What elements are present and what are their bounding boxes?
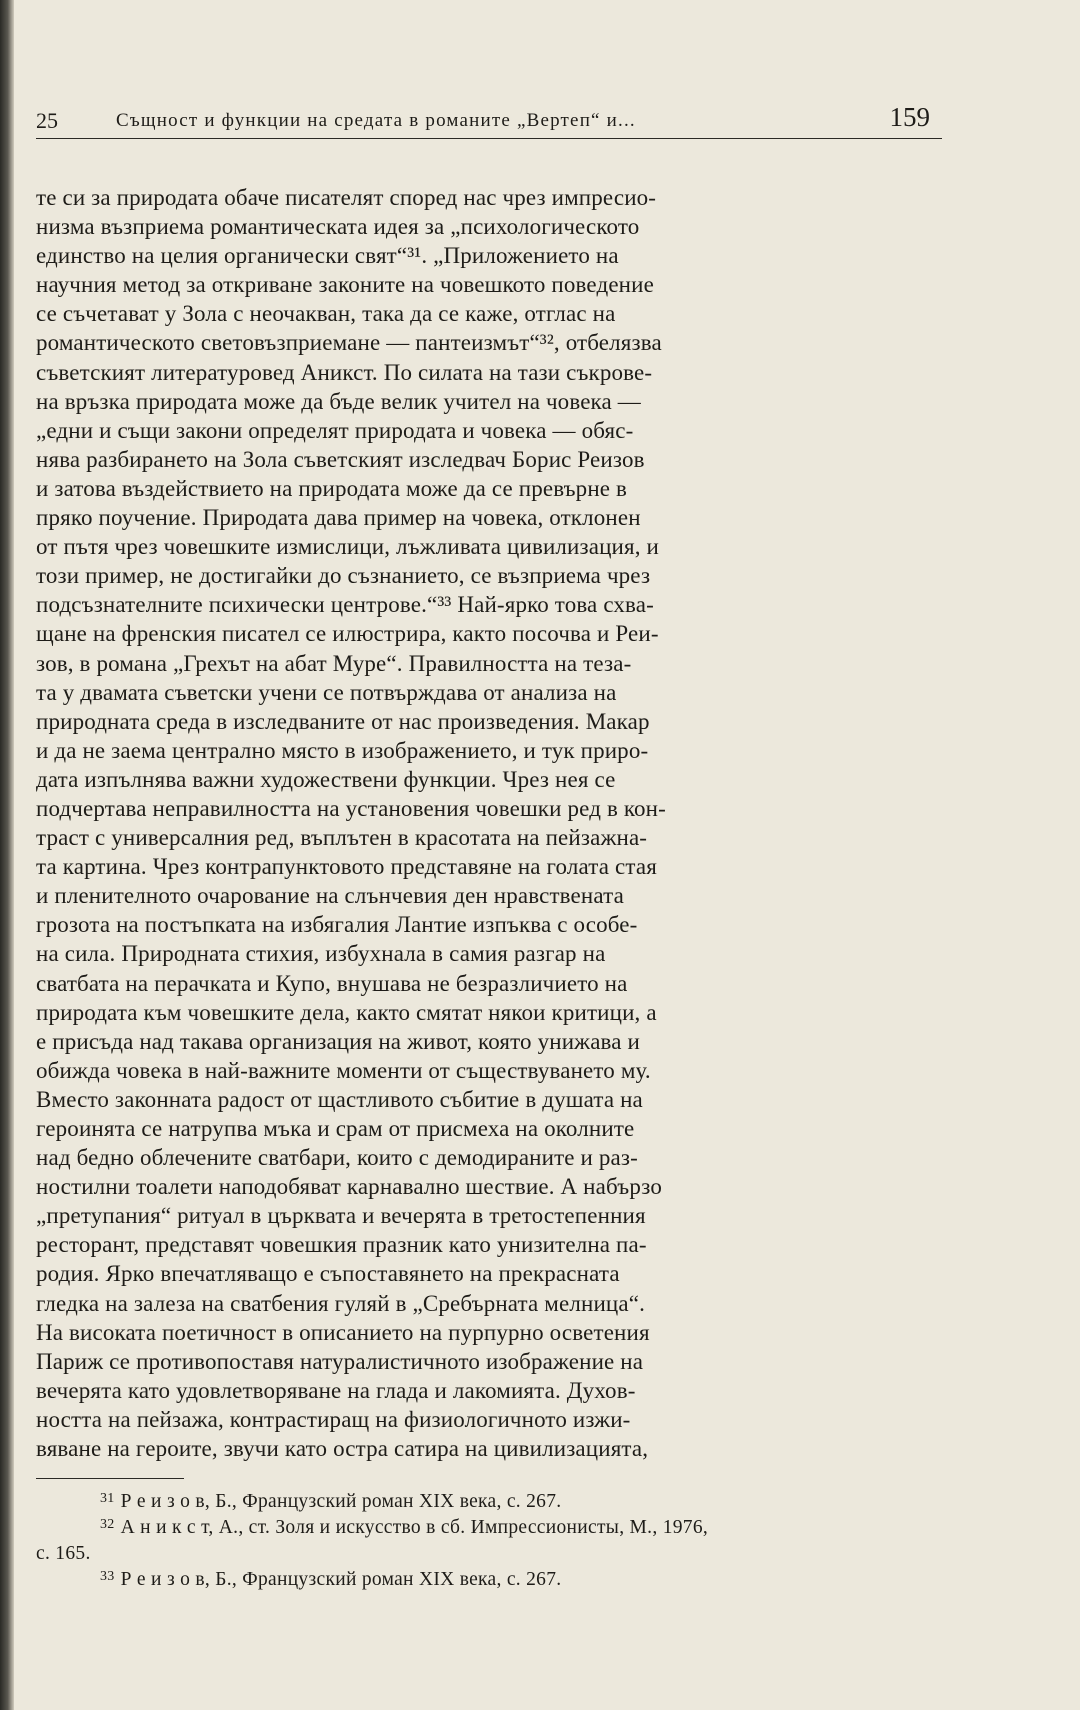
text-line: научния метод за откриване законите на човешкото поведение [36,272,654,298]
text-line: този пример, не достигайки до съзнанието, се възприема чрез [36,563,651,589]
text-line: Вместо законната радост от щастливото събитие в душата на [36,1086,643,1112]
text-line: героинята се натрупва мъка и срам от присмеха на околните [36,1116,635,1141]
footnote-number: 33 [100,1569,115,1585]
running-header [36,96,942,139]
book-spine-shadow [0,0,14,1710]
running-title: Същност и функции на средата в романите „Вертеп“ и... [116,110,636,131]
text-line: гледка на залеза на сватбения гуляй в „Сребърната мелница“. [36,1290,645,1316]
text-line: ността на пейзажа, контрастиращ на физиологичното изжи- [36,1406,631,1432]
text-line: и да не заема централно място в изображението, и тук приро- [36,737,649,763]
text-line: природната среда в изследваните от нас произведения. Макар [36,708,650,734]
text-line: „претупания“ ритуал в църквата и вечерята в третостепенния [36,1203,646,1229]
text-line: е присъда над такава организация на живот, която унижава и [36,1028,640,1054]
text-line: сватбата на перачката и Купо, внушава не безразличието на [36,970,628,996]
book-page [36,96,942,1593]
text-line: подчертава неправилността на установения човешки ред в кон- [36,795,666,821]
text-line: и пленителното очарование на слънчевия ден нравствената [36,883,624,909]
text-line: от пътя чрез човешките измислици, лъжливата цивилизация, и [36,534,659,560]
footnotes [36,1489,942,1593]
footnote-separator [36,1478,184,1479]
text-line: На високата поетичност в описанието на пурпурно осветения [36,1319,650,1345]
text-line: та картина. Чрез контрапунктовото представяне на голата стая [36,854,657,880]
text-line: нява разбирането на Зола съветският изследвач Борис Реизов [36,446,645,472]
text-line: подсъзнателните психически центрове.“³³ Най-ярко това схва- [36,592,654,618]
text-line: пряко поучение. Природата дава пример на човека, отклонен [36,505,641,531]
footnote-number: 32 [100,1517,115,1533]
text-line: вяване на героите, звучи като остра сатира на цивилизацията, [36,1436,649,1462]
body-text [36,183,942,1463]
page-number: 159 [889,102,930,132]
text-line: дата изпълнява важни художествени функции. Чрез нея се [36,766,616,792]
footnote-text: Р е и з о в, Б., Французский роман XIX века, с. 267. [120,1569,562,1591]
text-line: низма възприема романтическата идея за „психологическото [36,214,640,240]
text-line: зов, в романа „Грехът на абат Муре“. Правилността на теза- [36,650,632,676]
text-line: щане на френския писател се илюстрира, както посочва и Реи- [36,621,659,647]
text-line: се съчетават у Зола с неочакван, така да се каже, отглас на [36,301,616,327]
footnote-text: А н и к с т, А., ст. Золя и искусство в сб. Импрессионисты, М., 1976, [120,1517,709,1539]
chapter-number: 25 [36,108,58,133]
text-line: и затова въздействието на природата може да се превърне в [36,475,628,501]
text-line: те си за природата обаче писателят според нас чрез импресио- [36,185,657,210]
text-line: Париж се противопоставя натуралистичното изображение на [36,1348,644,1374]
footnote [36,1567,942,1593]
footnote-text: с. 165. [36,1543,91,1565]
text-line: та у двамата съветски учени се потвърждава от анализа на [36,679,617,705]
text-line: ностилни тоалети наподобяват карнавално шествие. А набързо [36,1174,663,1200]
text-line: на сила. Природната стихия, избухнала в самия разгар на [36,941,606,967]
text-line: грозота на постъпката на избягалия Лантие изпъква с особе- [36,912,638,938]
text-line: на връзка природата може да бъде велик учител на човека — [36,388,641,414]
footnote-number: 31 [100,1491,115,1507]
text-line: ресторант, представят човешкия празник като унизителна па- [36,1232,647,1258]
text-line: вечерята като удовлетворяване на глада и лакомията. Духов- [36,1377,636,1403]
text-line: родия. Ярко впечатляващо е съпоставянето на прекрасната [36,1261,620,1287]
footnote-text: Р е и з о в, Б., Французский роман XIX века, с. 267. [120,1491,562,1513]
footnote [36,1515,942,1541]
text-line: обижда човека в най-важните моменти от съществуването му. [36,1057,651,1083]
text-line: съветският литературовед Аникст. По силата на тази съкрове- [36,359,653,385]
text-line: единство на целия органически свят“³¹. „Приложението на [36,243,619,269]
footnote [36,1489,942,1515]
text-line: романтическото световъзприемане — пантеизмът“³², отбелязва [36,330,662,356]
footnote-continuation [36,1541,942,1567]
text-line: природата към човешките дела, както смятат някои критици, а [36,999,657,1025]
text-line: траст с универсалния ред, въплътен в красотата на пейзажна- [36,825,648,851]
text-line: „едни и същи закони определят природата и човека — обяс- [36,417,634,443]
text-line: над бедно облечените сватбари, които с демодираните и раз- [36,1145,638,1171]
